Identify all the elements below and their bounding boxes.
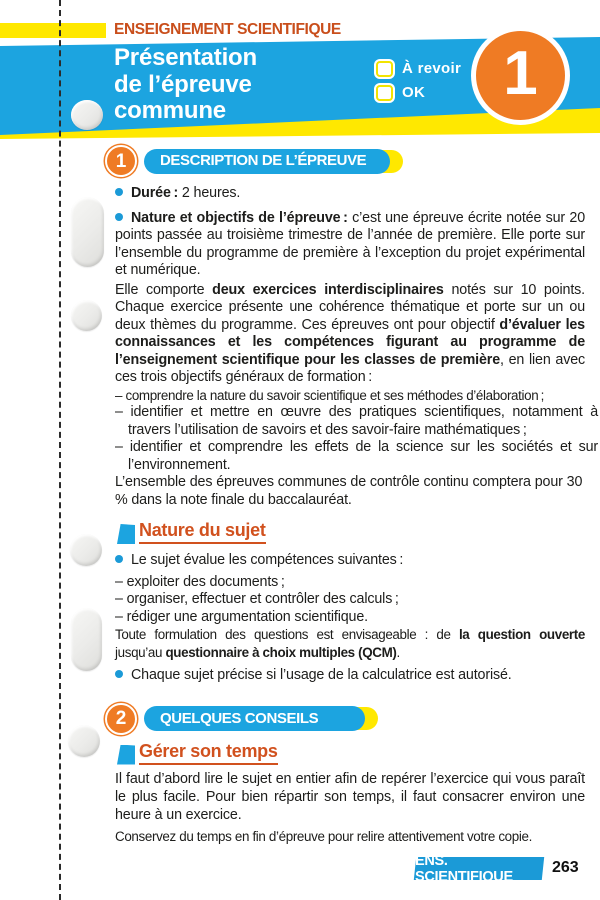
list-item-competence: – exploiter des documents ; [115, 573, 285, 590]
chapter-title [114, 45, 257, 125]
paragraph-exercices [115, 282, 585, 387]
heading-tail-accent [346, 707, 378, 730]
bullet-icon [115, 188, 123, 196]
chapter-title-line: Présentation [114, 44, 257, 71]
paragraph-text: Chaque sujet précise si l’usage de la calculatrice est autorisé. [131, 667, 512, 683]
subheading-nature-du-sujet [117, 522, 587, 544]
binding-hole [71, 197, 104, 267]
binding-hole [71, 300, 102, 331]
list-item-objectif: – identifier et comprendre les effets de la science sur les sociétés et sur l’environnement. [115, 439, 598, 473]
checkbox-icon[interactable] [376, 85, 393, 101]
blue-square-icon [117, 524, 135, 544]
paragraph-text: Toute formulation des questions est envisageable : de la question ouverte jusqu’au questionnaire à choix multiples (QCM). [115, 627, 585, 660]
paragraph-competences-intro [115, 552, 585, 570]
binding-hole [70, 534, 102, 566]
binding-hole [68, 725, 100, 757]
list-item-competence: – organiser, effectuer et contrôler des calculs ; [115, 591, 399, 607]
checkbox-row-ok [376, 84, 461, 101]
section-title-pill [144, 706, 365, 731]
paragraph-formulation [115, 626, 585, 661]
bullet-icon [115, 670, 123, 678]
paragraph-text: Elle comporte deux exercices interdisciplinaires notés sur 10 points. Chaque exercice présente une cohérence thématique et porte sur un ou deux thèmes du programme. Ces épreuves ont pour objectif d’évaluer les connaissances et les compétences figurant au programme de l’enseignement scientifique pour les classes de première, en lien avec ces trois objectifs généraux de formation : [115, 281, 585, 385]
checkbox-label: OK [402, 84, 426, 101]
list-item-competence: – rédiger une argumentation scientifique. [115, 608, 368, 625]
chapter-title-line: de l’épreuve [114, 70, 252, 98]
paragraph-controle-continu: L’ensemble des épreuves communes de contrôle continu comptera pour 30 % dans la note finale du baccalauréat. [115, 474, 585, 508]
section-title: DESCRIPTION DE L’ÉPREUVE [160, 152, 367, 170]
section-number: 1 [115, 150, 127, 172]
paragraph-nature-objectifs [115, 210, 585, 280]
blue-square-icon [117, 745, 135, 765]
section-number-badge [105, 703, 137, 735]
paragraph-calculatrice [115, 667, 585, 685]
chapter-title-line: commune [114, 97, 226, 124]
section-1-header [105, 145, 587, 177]
paragraph-conservez-temps: Conservez du temps en fin d’épreuve pour relire attentivement votre copie. [115, 829, 532, 845]
binding-hole [71, 608, 102, 671]
bullet-icon [115, 555, 123, 563]
paragraph-duree [115, 185, 585, 203]
chapter-number-badge [471, 26, 570, 125]
binding-hole [71, 100, 103, 130]
checkbox-label: À revoir [402, 60, 462, 77]
cut-dashed-line [59, 0, 61, 900]
subheading-text: Nature du sujet [139, 520, 266, 544]
subheading-gerer-son-temps [117, 740, 587, 765]
heading-tail-accent [371, 150, 403, 173]
section-title: QUELQUES CONSEILS [160, 709, 319, 727]
category-label: ENSEIGNEMENT SCIENTIFIQUE [114, 21, 341, 38]
chapter-number: 1 [503, 38, 538, 108]
list-item-objectif: – identifier et mettre en œuvre des pratiques scientifiques, notamment à travers l’utilisation de savoirs et des savoir-faire mathématiques ; [115, 404, 598, 438]
paragraph-gerer-temps: Il faut d’abord lire le sujet en entier afin de repérer l’exercice qui vous paraît le plus facile. Pour bien répartir son temps, il faut consacrer environ une heure à un exercice. [115, 770, 585, 823]
section-title-pill [144, 149, 390, 174]
list-item-objectif: – comprendre la nature du savoir scientifique et ses méthodes d’élaboration ; [115, 387, 545, 403]
footer-section-badge [414, 852, 544, 885]
top-left-yellow-bar [0, 23, 106, 38]
paragraph-text: Durée : 2 heures. [131, 185, 241, 201]
page-number: 263 [552, 859, 579, 876]
footer-badge-text: ENS. SCIENTIFIQUE [415, 852, 513, 885]
checkbox-row-a-revoir [376, 60, 461, 77]
subheading-text: Gérer son temps [139, 741, 278, 765]
section-number-badge [105, 145, 137, 177]
checkbox-icon[interactable] [376, 61, 393, 77]
page-content [105, 145, 598, 846]
paragraph-text: Nature et objectifs de l’épreuve : c’est une épreuve écrite notée sur 20 points passée au troisième trimestre de l’année de première. Elle porte sur l’ensemble du programme de première à l’exception du projet expérimental et numérique. [115, 209, 585, 278]
section-2-header [105, 703, 587, 735]
paragraph-text: Le sujet évalue les compétences suivantes : [131, 552, 404, 568]
section-number: 2 [115, 708, 127, 729]
bullet-icon [115, 213, 123, 221]
review-checkbox-group [376, 60, 461, 108]
